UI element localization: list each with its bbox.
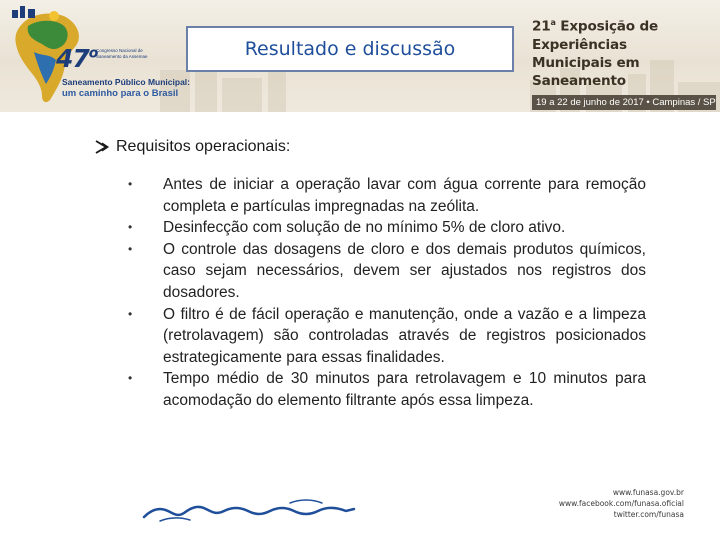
congress-edition-number: 47$^o$ bbox=[56, 44, 98, 73]
logo-tagline-line2: um caminho para o Brasil bbox=[62, 88, 179, 99]
section-heading bbox=[94, 138, 654, 156]
list-item-text: Antes de iniciar a operação lavar com água corrente para remoção completa e partículas impregnadas na zeólita. bbox=[163, 176, 646, 215]
list-item-text: O filtro é de fácil operação e manutenção, onde a vazão e a limpeza (retrolavagem) são controladas através de registros posicionados estrategicamente para essas finalidades. bbox=[163, 305, 646, 366]
section-heading-text: Requisitos operacionais: bbox=[116, 138, 291, 155]
requirements-list bbox=[128, 174, 646, 412]
footer-link-facebook[interactable]: www.facebook.com/funasa.oficial bbox=[558, 499, 684, 508]
bullet-icon: • bbox=[128, 177, 133, 191]
list-item-text: Tempo médio de 30 minutos para retrolavagem e 10 minutos para acomodação do elemento filtrante após essa limpeza. bbox=[163, 370, 646, 409]
slide-title-box bbox=[186, 26, 514, 72]
list-item bbox=[128, 217, 646, 239]
slide-title: Resultado e discussão bbox=[244, 38, 456, 60]
arrow-right-icon bbox=[94, 139, 110, 155]
expo-banner bbox=[532, 14, 716, 110]
bullet-icon: • bbox=[128, 241, 133, 256]
footer-link-twitter[interactable]: twitter.com/funasa bbox=[613, 510, 684, 519]
slide-header bbox=[0, 0, 720, 112]
list-item-text: Desinfecção com solução de no mínimo 5% de cloro ativo. bbox=[163, 219, 566, 237]
footer-link-website[interactable]: www.funasa.gov.br bbox=[612, 488, 684, 497]
wave-icon bbox=[140, 495, 360, 525]
list-item bbox=[128, 368, 646, 411]
bullet-icon: • bbox=[128, 306, 133, 321]
expo-title: 21$^a$ Exposição de Experiências Municipais em Saneamento bbox=[532, 18, 658, 89]
congress-logo bbox=[4, 4, 190, 108]
slide-content bbox=[94, 138, 654, 412]
list-item bbox=[128, 174, 646, 217]
list-item bbox=[128, 304, 646, 369]
footer-links bbox=[484, 487, 684, 520]
expo-date-location: 19 a 22 de junho de 2017 • Campinas / SP bbox=[532, 95, 716, 110]
list-item bbox=[128, 239, 646, 304]
logo-tagline-line1: Saneamento Público Municipal: bbox=[62, 77, 190, 87]
list-item-text: O controle das dosagens de cloro e dos demais produtos químicos, caso sejam necessários, devem ser ajustados nos registros dos dosadores. bbox=[163, 240, 646, 301]
congress-name-text: Congresso Nacional de Saneamento da Assemae bbox=[96, 48, 148, 59]
bullet-icon: • bbox=[128, 371, 133, 386]
bullet-icon: • bbox=[128, 220, 133, 235]
